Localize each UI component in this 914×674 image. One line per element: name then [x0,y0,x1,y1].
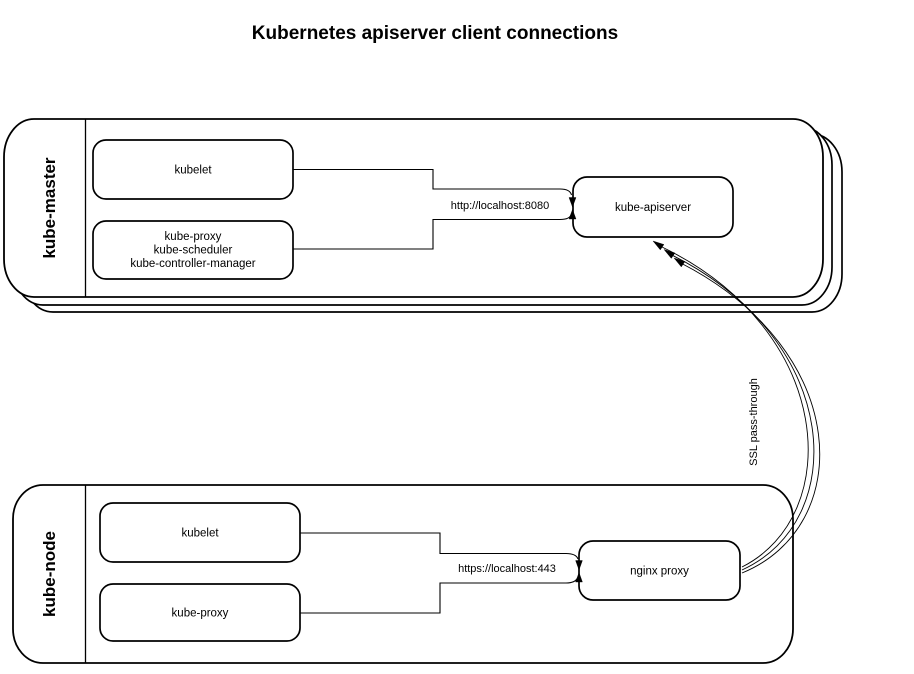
master-edge-label: http://localhost:8080 [450,200,550,212]
kube-node-label: kube-node [40,531,59,617]
master-services-line-1: kube-proxy [164,231,222,243]
ssl-edge-label: SSL pass-through [748,378,760,466]
master-kubelet-label: kubelet [174,164,212,177]
node-edge-label: https://localhost:443 [458,563,556,575]
kube-node-cluster [13,485,793,663]
master-services-line-3: kube-controller-manager [130,258,256,270]
kube-apiserver-label: kube-apiserver [614,202,692,214]
master-services-line-2: kube-scheduler [153,244,233,257]
diagram-title: Kubernetes apiserver client connections [251,23,619,44]
nginx-proxy-label: nginx proxy [630,565,689,578]
kube-master-cluster [4,119,842,312]
node-kubelet-label: kubelet [181,527,219,540]
kube-master-label: kube-master [40,157,59,259]
node-kube-proxy-label: kube-proxy [171,607,229,620]
